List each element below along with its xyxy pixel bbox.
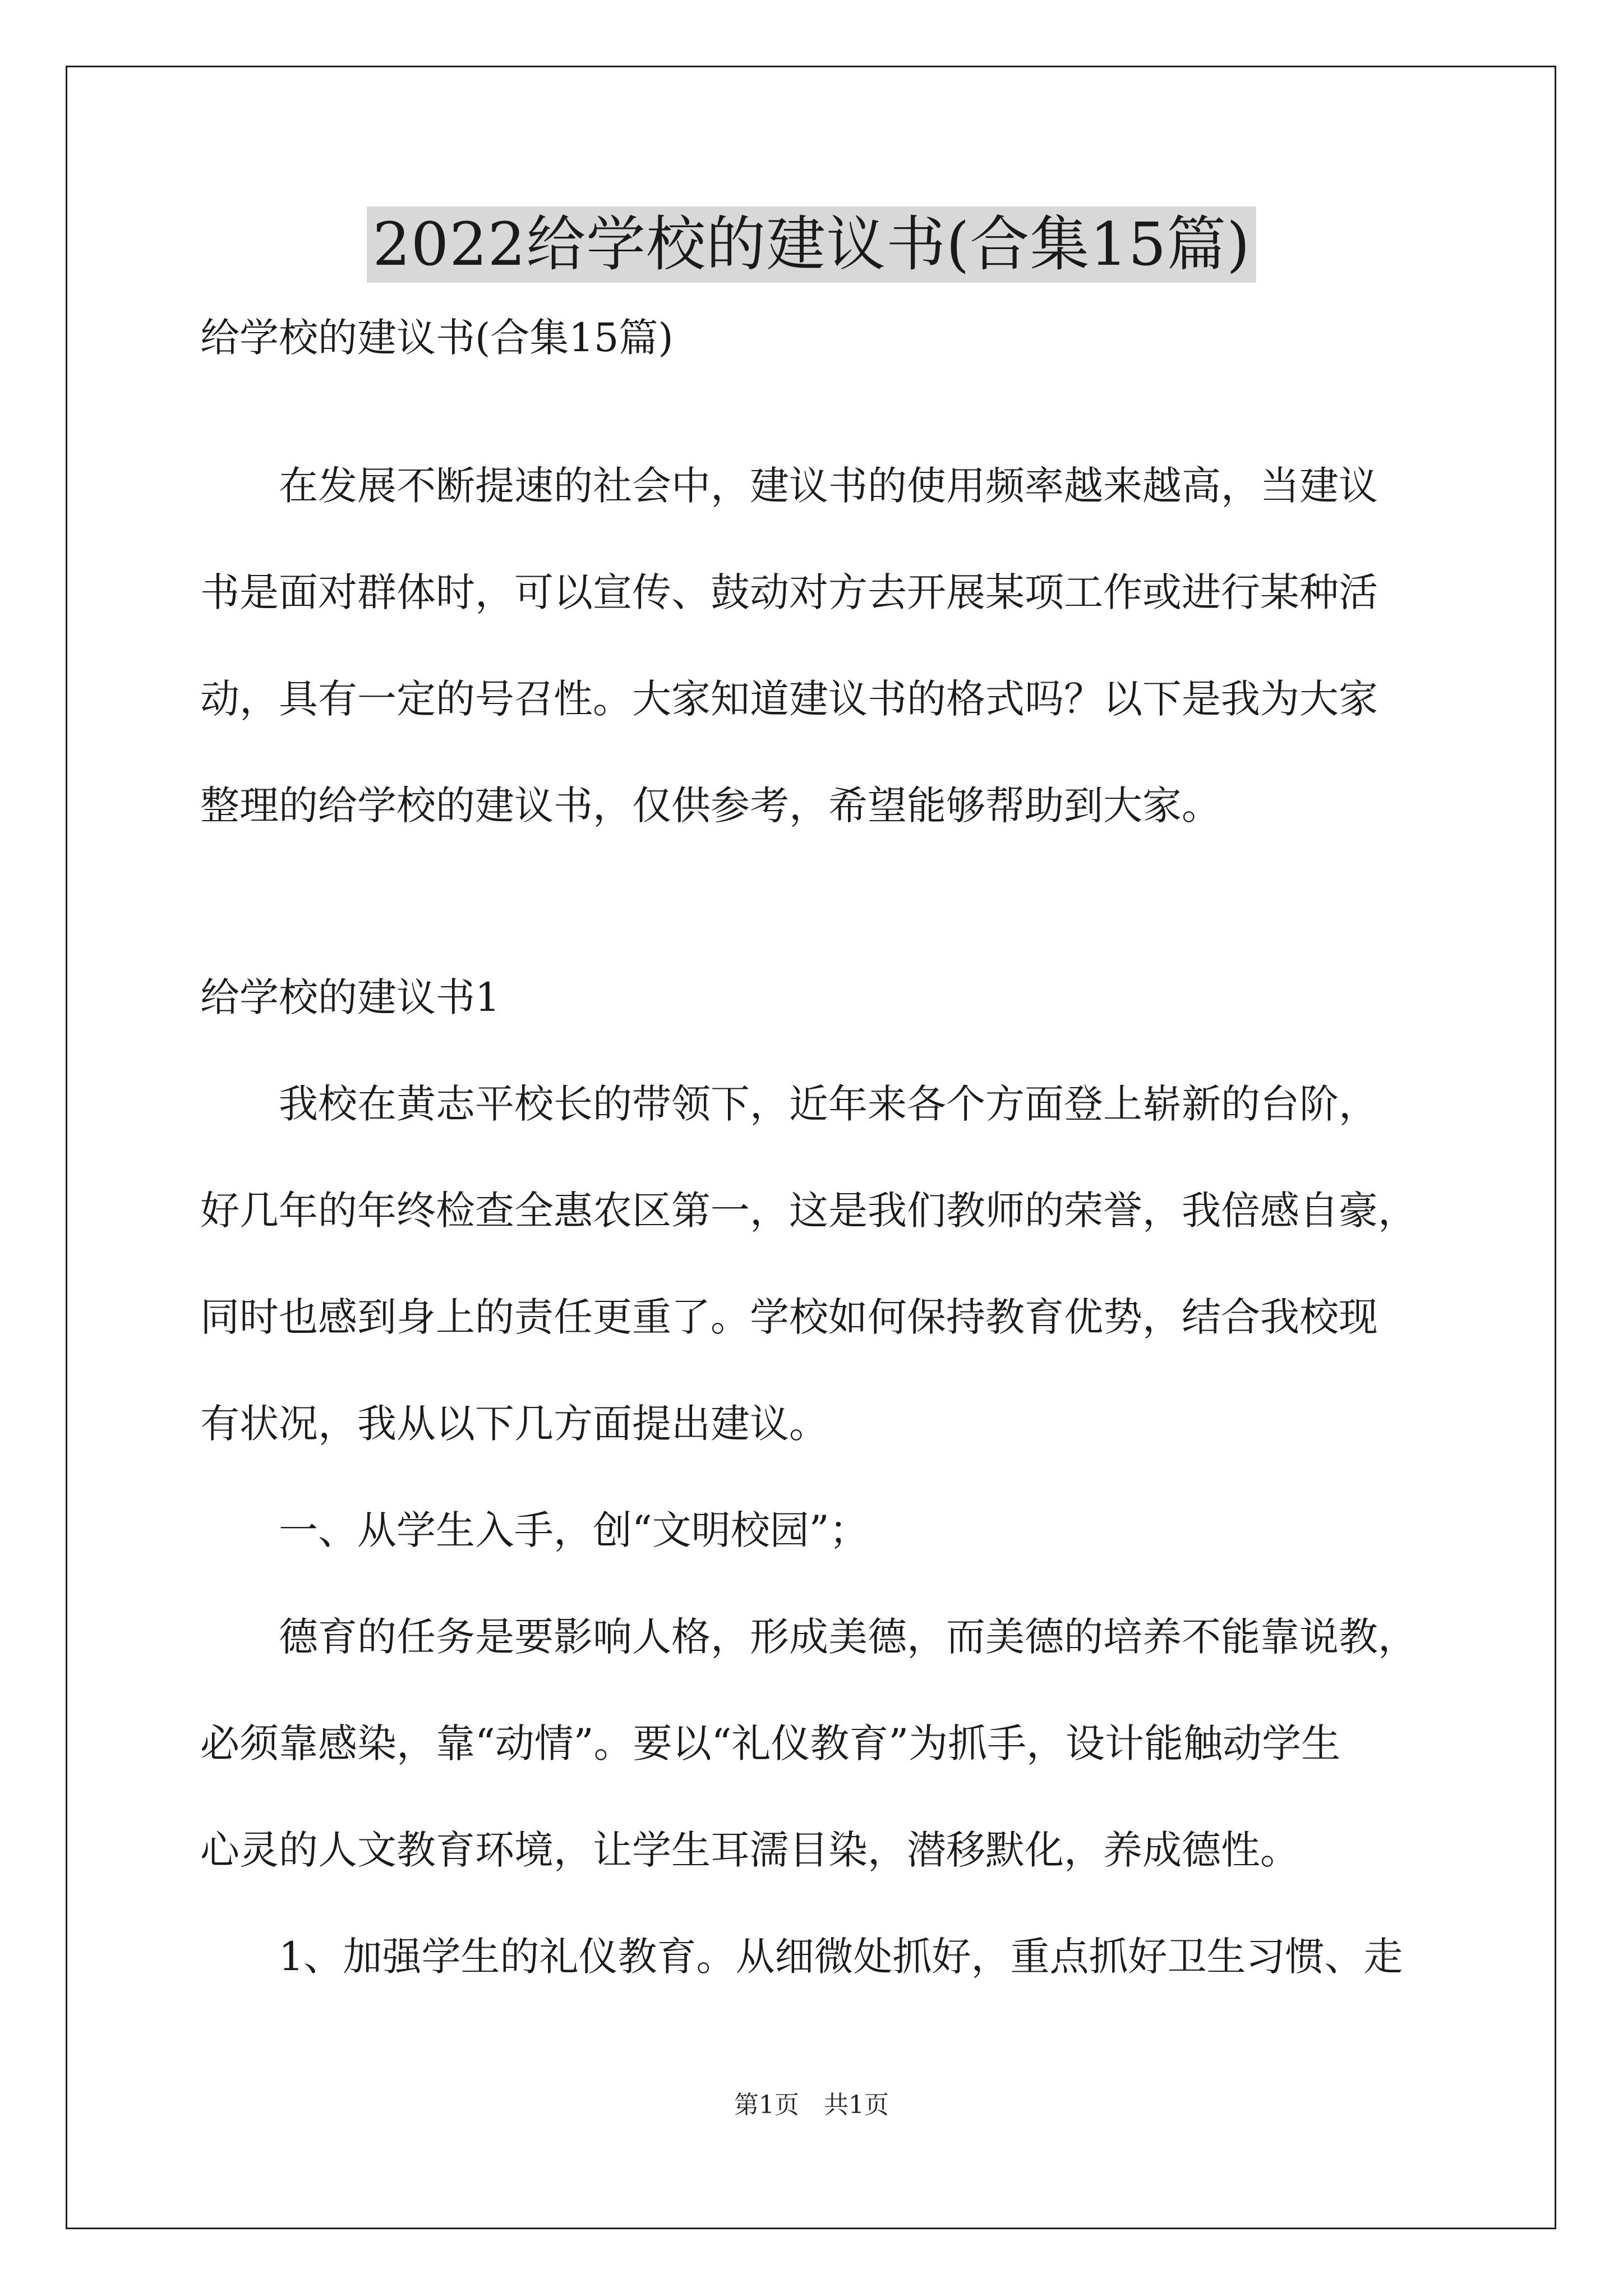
page-footer: 第1页 共1页 (734, 2091, 889, 2119)
text-line: 在发展不断提速的社会中，建议书的使用频率越来越高，当建议 (200, 463, 1378, 509)
text-line: 心灵的人文教育环境，让学生耳濡目染，潜移默化，养成德性。 (200, 1827, 1299, 1873)
text-line: 我校在黄志平校长的带领下，近年来各个方面登上崭新的台阶， (200, 1081, 1378, 1127)
text-line: 必须靠感染，靠“动情”。要以“礼仪教育”为抓手，设计能触动学生 (200, 1720, 1341, 1766)
text-line: 好几年的年终检查全惠农区第一，这是我们教师的荣誉，我倍感自豪， (200, 1188, 1417, 1234)
text-line: 动，具有一定的号召性。大家知道建议书的格式吗？以下是我为大家 (200, 676, 1378, 722)
text-line: 同时也感到身上的责任更重了。学校如何保持教育优势，结合我校现 (200, 1294, 1378, 1340)
document-title: 2022给学校的建议书(合集15篇) (367, 206, 1256, 283)
text-line: 书是面对群体时，可以宣传、鼓动对方去开展某项工作或进行某种活 (200, 569, 1378, 615)
section-heading: 给学校的建议书1 (200, 974, 500, 1020)
text-line: 德育的任务是要影响人格，形成美德，而美德的培养不能靠说教， (200, 1614, 1417, 1660)
text-line: 1、加强学生的礼仪教育。从细微处抓好，重点抓好卫生习惯、走 (200, 1934, 1403, 1980)
text-line: 整理的给学校的建议书，仅供参考，希望能够帮助到大家。 (200, 783, 1221, 829)
text-line: 一、从学生入手，创“文明校园”； (200, 1507, 869, 1553)
text-line: 有状况，我从以下几方面提出建议。 (200, 1401, 828, 1447)
subtitle: 给学校的建议书(合集15篇) (200, 315, 674, 361)
page-border (66, 66, 1556, 2229)
title-wrap (0, 206, 1623, 283)
